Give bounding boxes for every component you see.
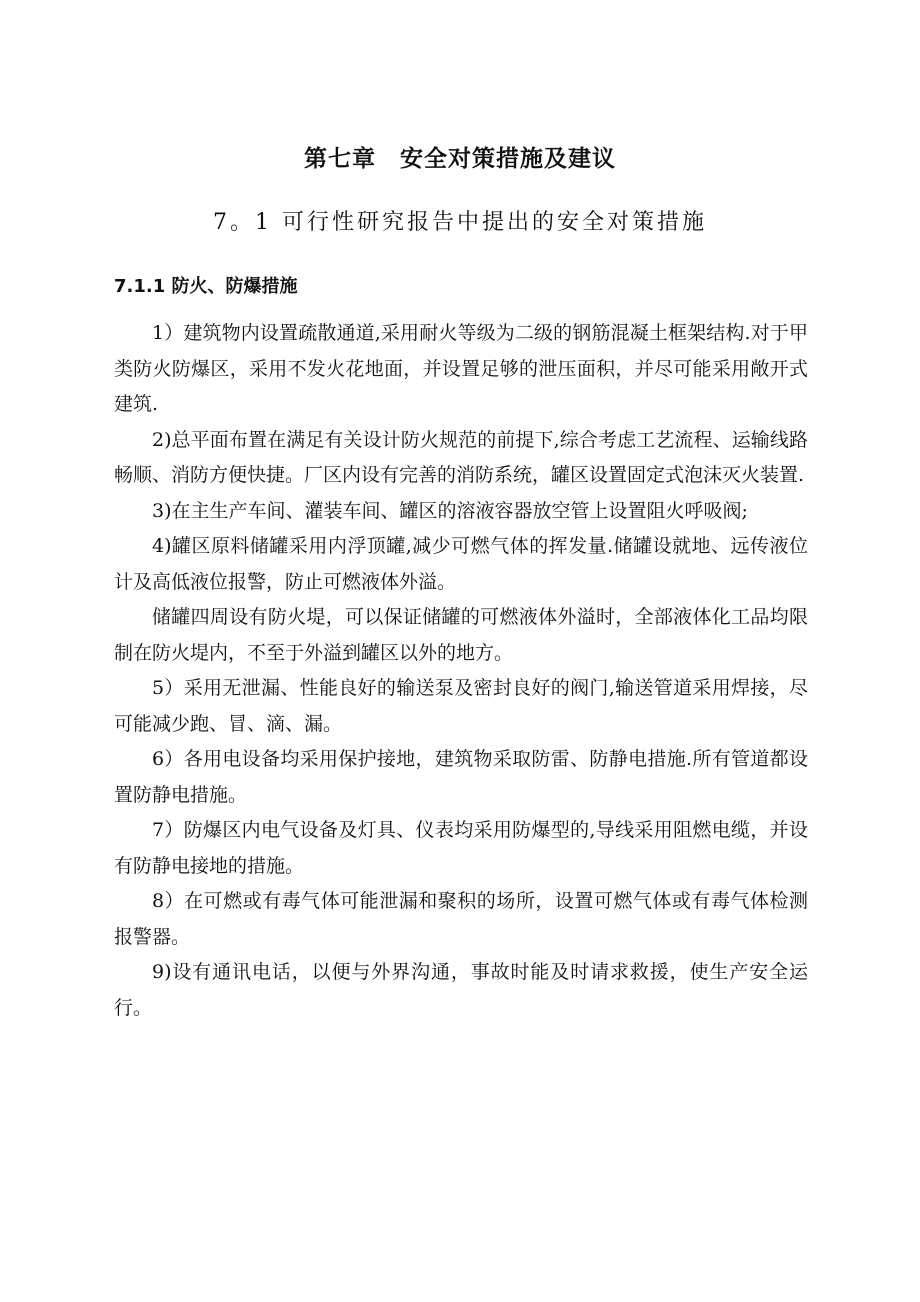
paragraph-5: 5）采用无泄漏、性能良好的输送泵及密封良好的阀门,输送管道采用焊接，尽可能减少跑、冒、滴、漏。 — [114, 677, 808, 735]
paragraph-3: 3)在主生产车间、灌装车间、罐区的溶液容器放空管上设置阻火呼吸阀; — [152, 499, 748, 522]
paragraph-4-continued: 储罐四周设有防火堤，可以保证储罐的可燃液体外溢时，全部液体化工品均限制在防火堤内，不至于外溢到罐区以外的地方。 — [114, 606, 808, 664]
body-text — [114, 316, 808, 1026]
subsection-title: 7.1.1 防火、防爆措施 — [114, 276, 298, 297]
paragraph-4: 4)罐区原料储罐采用内浮顶罐,减少可燃气体的挥发量.储罐设就地、远传液位计及高低液位报警，防止可燃液体外溢。 — [114, 535, 808, 593]
paragraph-2: 2)总平面布置在满足有关设计防火规范的前提下,综合考虑工艺流程、运输线路畅顺、消防方便快捷。厂区内设有完善的消防系统，罐区设置固定式泡沫灭火装置. — [114, 428, 808, 486]
paragraph-7: 7）防爆区内电气设备及灯具、仪表均采用防爆型的,导线采用阻燃电缆，并设有防静电接地的措施。 — [114, 819, 808, 877]
section-title: 7。1 可行性研究报告中提出的安全对策措施 — [213, 210, 707, 235]
paragraph-8: 8）在可燃或有毒气体可能泄漏和聚积的场所，设置可燃气体或有毒气体检测报警器。 — [114, 890, 808, 948]
paragraph-1: 1）建筑物内设置疏散通道,采用耐火等级为二级的钢筋混凝土框架结构.对于甲类防火防爆区，采用不发火花地面，并设置足够的泄压面积，并尽可能采用敞开式建筑. — [114, 322, 808, 415]
chapter-title: 第七章 安全对策措施及建议 — [304, 146, 616, 172]
paragraph-6: 6）各用电设备均采用保护接地，建筑物采取防雷、防静电措施.所有管道都设置防静电措施。 — [114, 748, 808, 806]
paragraph-9: 9)设有通讯电话，以便与外界沟通，事故时能及时请求救援，使生产安全运行。 — [114, 961, 808, 1019]
